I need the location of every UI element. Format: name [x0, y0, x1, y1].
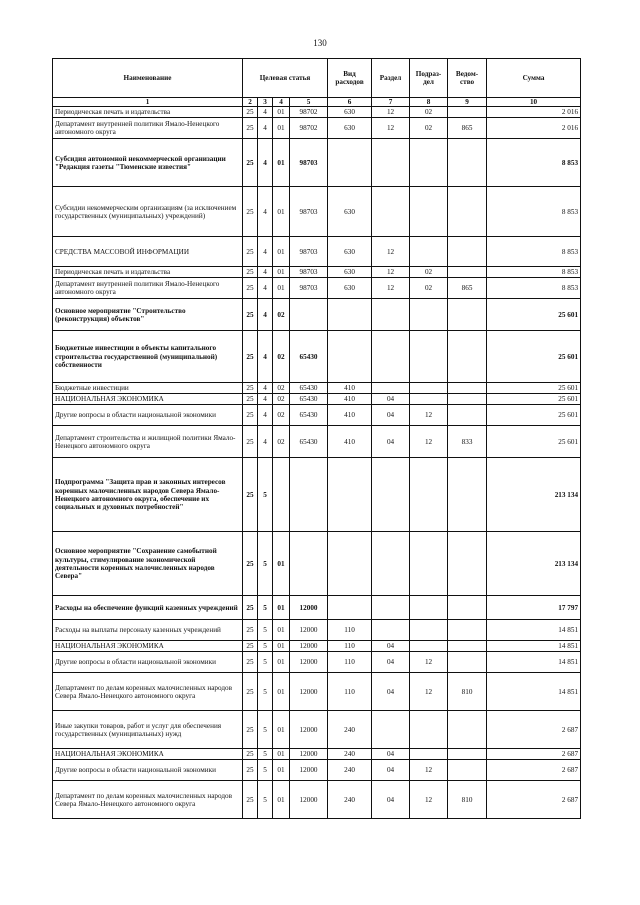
row-name: Расходы на обеспечение функций казенных учреждений — [53, 596, 243, 620]
code-subprogram: 4 — [258, 237, 273, 267]
code-program: 25 — [243, 107, 258, 118]
subsection — [410, 458, 448, 532]
subsection — [410, 749, 448, 760]
subsection — [410, 641, 448, 652]
subsection — [410, 620, 448, 641]
code-event: 01 — [273, 532, 290, 596]
code-direction: 12000 — [290, 652, 328, 673]
amount: 2 016 — [487, 118, 581, 139]
budget-table — [52, 58, 581, 819]
amount: 8 853 — [487, 237, 581, 267]
amount: 2 687 — [487, 749, 581, 760]
code-direction: 12000 — [290, 596, 328, 620]
section — [372, 620, 410, 641]
code-direction: 65430 — [290, 394, 328, 405]
code-direction: 98702 — [290, 107, 328, 118]
code-program: 25 — [243, 278, 258, 299]
expense-type: 410 — [328, 426, 372, 458]
code-event: 01 — [273, 237, 290, 267]
department-code — [448, 596, 487, 620]
amount: 2 687 — [487, 760, 581, 781]
subsection: 12 — [410, 673, 448, 711]
subsection: 02 — [410, 278, 448, 299]
code-event: 02 — [273, 405, 290, 426]
code-subprogram: 4 — [258, 426, 273, 458]
expense-type: 630 — [328, 118, 372, 139]
table-row — [53, 620, 581, 641]
code-event: 01 — [273, 760, 290, 781]
header-razdel: Раздел — [372, 59, 410, 98]
header-summa: Сумма — [487, 59, 581, 98]
table-row — [53, 405, 581, 426]
row-name: Бюджетные инвестиции в объекты капитального строительства государственной (муниципальной) собственности — [53, 331, 243, 383]
code-event: 01 — [273, 596, 290, 620]
header-row — [53, 59, 581, 98]
code-direction: 12000 — [290, 620, 328, 641]
amount: 25 601 — [487, 383, 581, 394]
code-subprogram: 5 — [258, 532, 273, 596]
code-subprogram: 5 — [258, 673, 273, 711]
expense-type: 110 — [328, 641, 372, 652]
code-event: 02 — [273, 383, 290, 394]
department-code — [448, 187, 487, 237]
table-row — [53, 458, 581, 532]
row-name: Основное мероприятие "Строительство (реконструкция) объектов" — [53, 299, 243, 331]
code-direction: 98703 — [290, 237, 328, 267]
department-code — [448, 383, 487, 394]
section: 04 — [372, 652, 410, 673]
section: 12 — [372, 118, 410, 139]
code-program: 25 — [243, 405, 258, 426]
amount: 14 851 — [487, 652, 581, 673]
table-row — [53, 331, 581, 383]
table-row — [53, 383, 581, 394]
department-code — [448, 107, 487, 118]
expense-type: 240 — [328, 760, 372, 781]
row-name: Периодическая печать и издательства — [53, 267, 243, 278]
expense-type: 630 — [328, 107, 372, 118]
code-direction: 65430 — [290, 405, 328, 426]
code-direction: 98703 — [290, 139, 328, 187]
subsection: 12 — [410, 760, 448, 781]
table-row — [53, 781, 581, 819]
section — [372, 299, 410, 331]
row-name: Другие вопросы в области национальной экономики — [53, 405, 243, 426]
code-event: 01 — [273, 267, 290, 278]
subsection: 02 — [410, 267, 448, 278]
expense-type — [328, 532, 372, 596]
row-name: НАЦИОНАЛЬНАЯ ЭКОНОМИКА — [53, 394, 243, 405]
expense-type: 410 — [328, 405, 372, 426]
table-row — [53, 749, 581, 760]
section: 12 — [372, 278, 410, 299]
amount: 213 134 — [487, 458, 581, 532]
code-subprogram: 4 — [258, 394, 273, 405]
header-vedomstvo: Ведом-ство — [448, 59, 487, 98]
code-subprogram: 4 — [258, 118, 273, 139]
code-program: 25 — [243, 673, 258, 711]
code-program: 25 — [243, 299, 258, 331]
section: 12 — [372, 267, 410, 278]
expense-type: 110 — [328, 620, 372, 641]
code-direction: 65430 — [290, 331, 328, 383]
column-number: 7 — [372, 98, 410, 107]
code-program: 25 — [243, 267, 258, 278]
column-number: 2 — [243, 98, 258, 107]
subsection: 12 — [410, 405, 448, 426]
subsection — [410, 394, 448, 405]
subsection — [410, 383, 448, 394]
department-code: 833 — [448, 426, 487, 458]
table-row — [53, 267, 581, 278]
table-row — [53, 532, 581, 596]
department-code — [448, 299, 487, 331]
expense-type: 630 — [328, 187, 372, 237]
table-row — [53, 139, 581, 187]
code-event: 02 — [273, 331, 290, 383]
table-row — [53, 596, 581, 620]
code-program: 25 — [243, 760, 258, 781]
code-program: 25 — [243, 652, 258, 673]
section: 12 — [372, 107, 410, 118]
code-event: 01 — [273, 641, 290, 652]
code-program: 25 — [243, 118, 258, 139]
code-program: 25 — [243, 749, 258, 760]
department-code — [448, 760, 487, 781]
amount: 25 601 — [487, 299, 581, 331]
code-subprogram: 4 — [258, 278, 273, 299]
code-subprogram: 4 — [258, 139, 273, 187]
section — [372, 383, 410, 394]
table-row — [53, 187, 581, 237]
row-name: Иные закупки товаров, работ и услуг для обеспечения государственных (муниципальных) нужд — [53, 711, 243, 749]
expense-type — [328, 331, 372, 383]
row-name: Субсидии некоммерческим организациям (за исключением государственных (муниципальных) учреждений) — [53, 187, 243, 237]
expense-type: 630 — [328, 237, 372, 267]
section — [372, 331, 410, 383]
code-event: 01 — [273, 620, 290, 641]
table-row — [53, 641, 581, 652]
department-code: 865 — [448, 278, 487, 299]
table-row — [53, 107, 581, 118]
amount: 25 601 — [487, 331, 581, 383]
table-row — [53, 760, 581, 781]
expense-type: 110 — [328, 673, 372, 711]
row-name: Департамент внутренней политики Ямало-Ненецкого автономного округа — [53, 118, 243, 139]
code-subprogram: 5 — [258, 641, 273, 652]
subsection: 12 — [410, 426, 448, 458]
code-event — [273, 458, 290, 532]
code-subprogram: 4 — [258, 267, 273, 278]
department-code — [448, 641, 487, 652]
section: 04 — [372, 673, 410, 711]
code-subprogram: 5 — [258, 711, 273, 749]
amount: 2 016 — [487, 107, 581, 118]
column-number: 10 — [487, 98, 581, 107]
code-subprogram: 5 — [258, 596, 273, 620]
code-program: 25 — [243, 532, 258, 596]
subsection — [410, 711, 448, 749]
row-name: Основное мероприятие "Сохранение самобытной культуры, стимулирование экономической деятельности коренных малочисленных народов Севера" — [53, 532, 243, 596]
row-name: Департамент по делам коренных малочисленных народов Севера Ямало-Ненецкого автономного округа — [53, 673, 243, 711]
department-code — [448, 331, 487, 383]
code-direction: 65430 — [290, 426, 328, 458]
section — [372, 711, 410, 749]
column-number: 6 — [328, 98, 372, 107]
code-event: 01 — [273, 711, 290, 749]
department-code: 810 — [448, 781, 487, 819]
code-direction: 98702 — [290, 118, 328, 139]
row-name: Подпрограмма "Защита прав и законных интересов коренных малочисленных народов Севера Ямало-Ненецкого автономного округа, обеспечение их социальных и духовных потребностей" — [53, 458, 243, 532]
table-row — [53, 237, 581, 267]
code-direction: 12000 — [290, 711, 328, 749]
subsection — [410, 532, 448, 596]
row-name: Другие вопросы в области национальной экономики — [53, 760, 243, 781]
expense-type: 630 — [328, 267, 372, 278]
column-number: 4 — [273, 98, 290, 107]
header-podrazdel: Подраз-дел — [410, 59, 448, 98]
subsection — [410, 331, 448, 383]
expense-type: 630 — [328, 278, 372, 299]
amount: 25 601 — [487, 426, 581, 458]
code-program: 25 — [243, 187, 258, 237]
code-event: 01 — [273, 781, 290, 819]
code-event: 01 — [273, 749, 290, 760]
row-name: Департамент строительства и жилищной политики Ямало-Ненецкого автономного округа — [53, 426, 243, 458]
section: 04 — [372, 749, 410, 760]
expense-type: 110 — [328, 652, 372, 673]
table-row — [53, 652, 581, 673]
table-row — [53, 118, 581, 139]
code-direction — [290, 532, 328, 596]
subsection — [410, 237, 448, 267]
expense-type: 410 — [328, 383, 372, 394]
header-vid: Вид расходов — [328, 59, 372, 98]
code-subprogram: 4 — [258, 405, 273, 426]
section — [372, 139, 410, 187]
expense-type: 240 — [328, 781, 372, 819]
code-event: 01 — [273, 139, 290, 187]
subsection — [410, 187, 448, 237]
code-event: 01 — [273, 673, 290, 711]
amount: 2 687 — [487, 781, 581, 819]
code-event: 01 — [273, 118, 290, 139]
column-number: 8 — [410, 98, 448, 107]
code-subprogram: 4 — [258, 299, 273, 331]
section: 04 — [372, 426, 410, 458]
table-row — [53, 711, 581, 749]
amount: 8 853 — [487, 187, 581, 237]
amount: 14 851 — [487, 641, 581, 652]
section: 04 — [372, 781, 410, 819]
code-event: 02 — [273, 426, 290, 458]
department-code — [448, 267, 487, 278]
column-number: 9 — [448, 98, 487, 107]
code-program: 25 — [243, 711, 258, 749]
department-code — [448, 405, 487, 426]
section: 04 — [372, 394, 410, 405]
amount: 8 853 — [487, 267, 581, 278]
subsection — [410, 299, 448, 331]
amount: 14 851 — [487, 673, 581, 711]
subsection: 12 — [410, 781, 448, 819]
code-subprogram: 4 — [258, 187, 273, 237]
row-name: Расходы на выплаты персоналу казенных учреждений — [53, 620, 243, 641]
code-direction: 65430 — [290, 383, 328, 394]
code-subprogram: 5 — [258, 749, 273, 760]
section — [372, 458, 410, 532]
subsection: 02 — [410, 118, 448, 139]
code-subprogram: 4 — [258, 107, 273, 118]
row-name: СРЕДСТВА МАССОВОЙ ИНФОРМАЦИИ — [53, 237, 243, 267]
code-subprogram: 4 — [258, 331, 273, 383]
amount: 213 134 — [487, 532, 581, 596]
expense-type — [328, 596, 372, 620]
table-row — [53, 394, 581, 405]
code-program: 25 — [243, 383, 258, 394]
code-subprogram: 4 — [258, 383, 273, 394]
code-subprogram: 5 — [258, 620, 273, 641]
column-number-row — [53, 98, 581, 107]
row-name: НАЦИОНАЛЬНАЯ ЭКОНОМИКА — [53, 641, 243, 652]
code-program: 25 — [243, 394, 258, 405]
section — [372, 187, 410, 237]
expense-type: 240 — [328, 711, 372, 749]
code-direction: 12000 — [290, 641, 328, 652]
row-name: Департамент внутренней политики Ямало-Ненецкого автономного округа — [53, 278, 243, 299]
department-code — [448, 749, 487, 760]
table-row — [53, 673, 581, 711]
department-code — [448, 458, 487, 532]
code-program: 25 — [243, 139, 258, 187]
code-direction: 98703 — [290, 267, 328, 278]
code-subprogram: 5 — [258, 652, 273, 673]
code-program: 25 — [243, 620, 258, 641]
code-direction: 12000 — [290, 781, 328, 819]
column-number: 1 — [53, 98, 243, 107]
section — [372, 532, 410, 596]
amount: 8 853 — [487, 139, 581, 187]
section — [372, 596, 410, 620]
code-program: 25 — [243, 237, 258, 267]
department-code: 810 — [448, 673, 487, 711]
code-subprogram: 5 — [258, 458, 273, 532]
row-name: НАЦИОНАЛЬНАЯ ЭКОНОМИКА — [53, 749, 243, 760]
row-name: Другие вопросы в области национальной экономики — [53, 652, 243, 673]
expense-type — [328, 139, 372, 187]
department-code — [448, 652, 487, 673]
department-code — [448, 139, 487, 187]
row-name: Департамент по делам коренных малочисленных народов Севера Ямало-Ненецкого автономного округа — [53, 781, 243, 819]
subsection — [410, 596, 448, 620]
subsection: 02 — [410, 107, 448, 118]
code-event: 01 — [273, 278, 290, 299]
code-program: 25 — [243, 596, 258, 620]
code-program: 25 — [243, 641, 258, 652]
department-code — [448, 237, 487, 267]
table-row — [53, 426, 581, 458]
amount: 8 853 — [487, 278, 581, 299]
page-number: 130 — [313, 38, 327, 48]
code-program: 25 — [243, 426, 258, 458]
amount: 25 601 — [487, 394, 581, 405]
table-body — [53, 107, 581, 819]
header-target: Целевая статья — [243, 59, 328, 98]
row-name: Субсидия автономной некоммерческой организации "Редакция газеты "Тюменские известия" — [53, 139, 243, 187]
code-event: 01 — [273, 187, 290, 237]
column-number: 5 — [290, 98, 328, 107]
expense-type — [328, 299, 372, 331]
code-program: 25 — [243, 331, 258, 383]
column-number: 3 — [258, 98, 273, 107]
department-code: 865 — [448, 118, 487, 139]
subsection: 12 — [410, 652, 448, 673]
code-subprogram: 5 — [258, 781, 273, 819]
code-direction: 12000 — [290, 760, 328, 781]
department-code — [448, 394, 487, 405]
department-code — [448, 711, 487, 749]
row-name: Периодическая печать и издательства — [53, 107, 243, 118]
header-name: Наименование — [53, 59, 243, 98]
code-direction: 12000 — [290, 749, 328, 760]
code-direction — [290, 299, 328, 331]
code-event: 01 — [273, 652, 290, 673]
expense-type — [328, 458, 372, 532]
section: 12 — [372, 237, 410, 267]
amount: 2 687 — [487, 711, 581, 749]
amount: 14 851 — [487, 620, 581, 641]
amount: 17 797 — [487, 596, 581, 620]
code-event: 02 — [273, 394, 290, 405]
section: 04 — [372, 641, 410, 652]
code-direction — [290, 458, 328, 532]
table-row — [53, 299, 581, 331]
code-program: 25 — [243, 458, 258, 532]
code-event: 01 — [273, 107, 290, 118]
section: 04 — [372, 760, 410, 781]
expense-type: 240 — [328, 749, 372, 760]
code-direction: 98703 — [290, 187, 328, 237]
amount: 25 601 — [487, 405, 581, 426]
department-code — [448, 620, 487, 641]
code-subprogram: 5 — [258, 760, 273, 781]
code-direction: 12000 — [290, 673, 328, 711]
subsection — [410, 139, 448, 187]
table-row — [53, 278, 581, 299]
code-event: 02 — [273, 299, 290, 331]
section: 04 — [372, 405, 410, 426]
expense-type: 410 — [328, 394, 372, 405]
department-code — [448, 532, 487, 596]
code-program: 25 — [243, 781, 258, 819]
row-name: Бюджетные инвестиции — [53, 383, 243, 394]
code-direction: 98703 — [290, 278, 328, 299]
